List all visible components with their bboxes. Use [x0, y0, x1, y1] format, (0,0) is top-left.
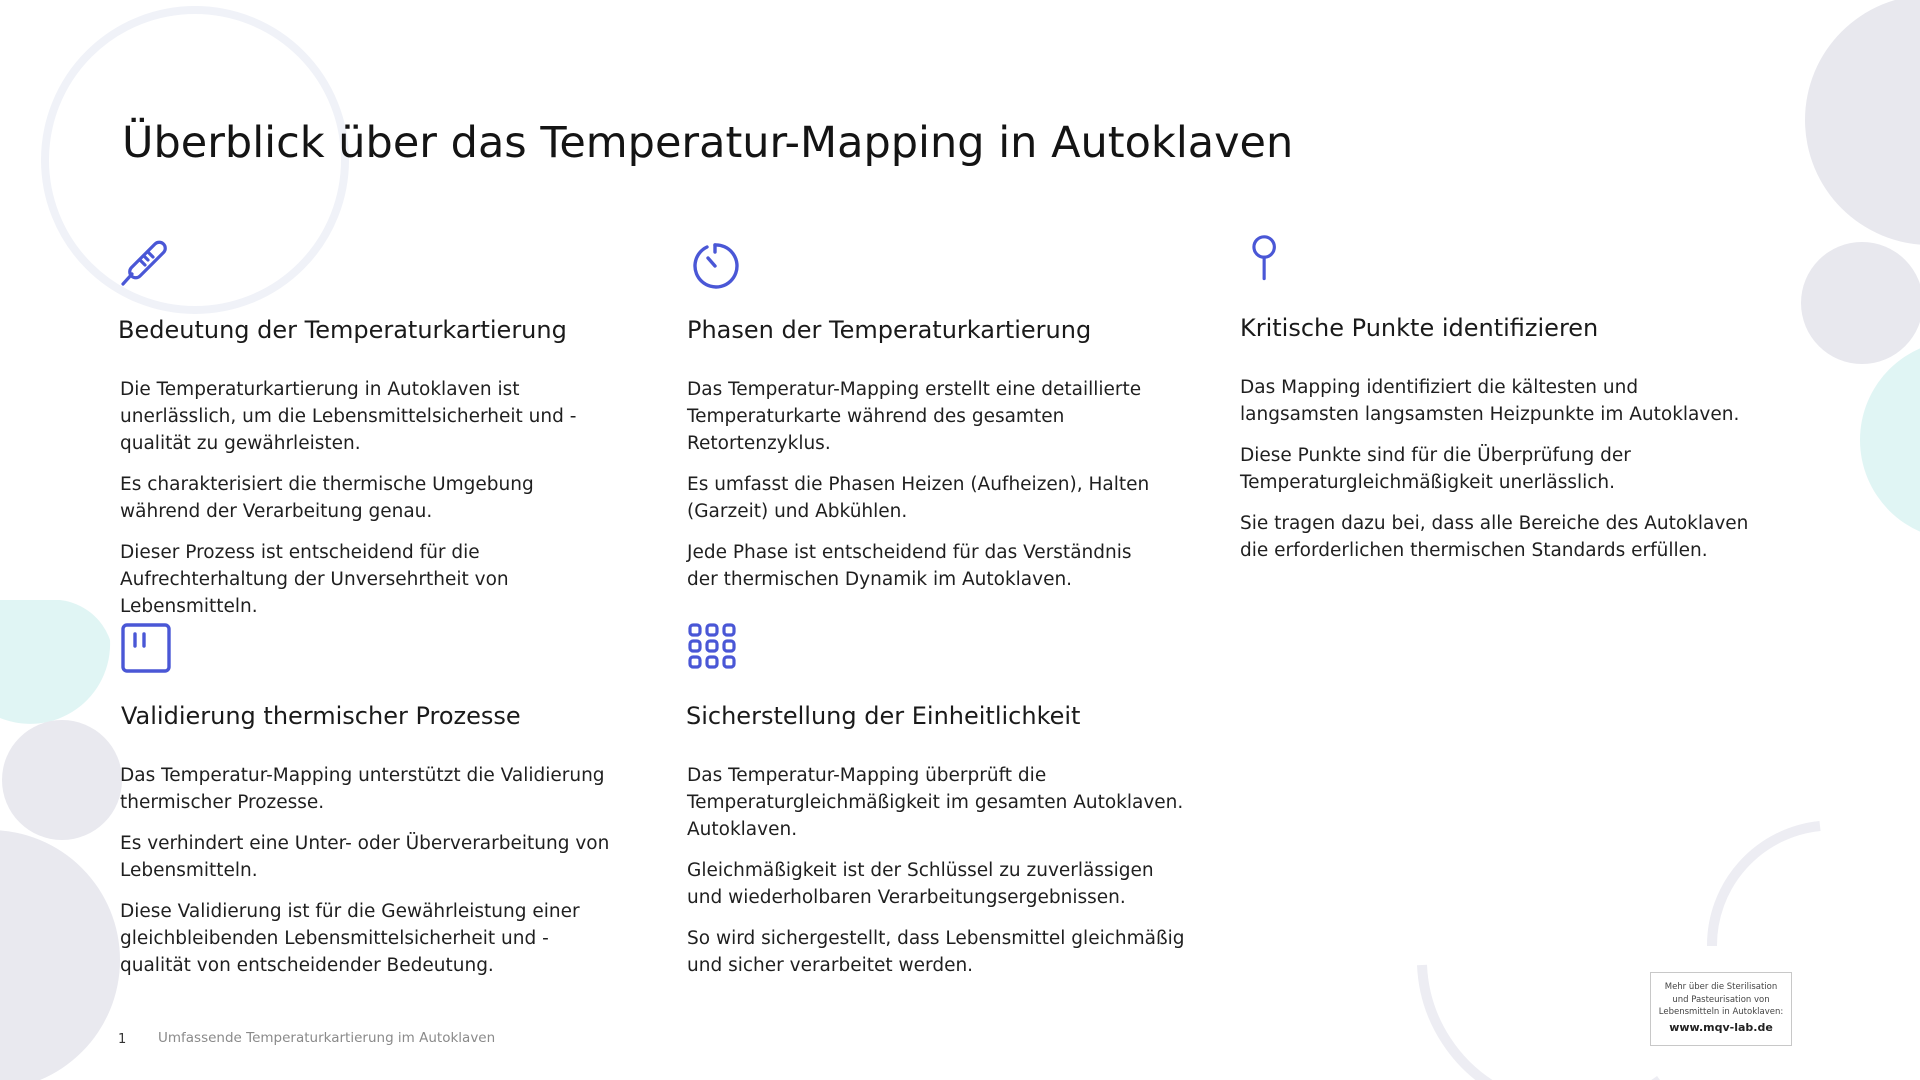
section-paragraph: So wird sichergestellt, dass Lebensmittel gleichmäßig und sicher verarbeitet werden. — [687, 928, 1185, 976]
section-paragraph: Diese Validierung ist für die Gewährleistung einer gleichbleibenden Lebensmittelsicherheit und -qualität von entscheidender Bedeutung. — [120, 901, 580, 976]
badge-line: Lebensmitteln in Autoklaven: — [1658, 1007, 1784, 1017]
board-icon — [120, 622, 176, 678]
section-heading: Sicherstellung der Einheitlichkeit — [686, 702, 1081, 730]
section-paragraph: Gleichmäßigkeit ist der Schlüssel zu zuverlässigen und wiederholbaren Verarbeitungsergebnissen. — [687, 860, 1154, 908]
timer-icon — [687, 238, 743, 294]
section-heading: Kritische Punkte identifizieren — [1240, 314, 1599, 342]
section-heading: Validierung thermischer Prozesse — [121, 702, 521, 730]
footer-text: Umfassende Temperaturkartierung im Autoklaven — [158, 1030, 496, 1046]
section-paragraph: Dieser Prozess ist entscheidend für die Aufrechterhaltung der Unversehrtheit von Lebensmitteln. — [120, 542, 509, 617]
section-paragraph: Das Mapping identifiziert die kältesten und langsamsten langsamsten Heizpunkte im Autoklaven. — [1240, 377, 1740, 425]
badge-line: und Pasteurisation von — [1672, 994, 1770, 1005]
section-paragraph: Das Temperatur-Mapping unterstützt die Validierung thermischer Prozesse. — [120, 765, 605, 813]
section-paragraph: Das Temperatur-Mapping erstellt eine detaillierte Temperaturkarte während des gesamten Retortenzyklus. — [687, 379, 1142, 454]
map-pin-icon — [1240, 234, 1292, 286]
section-paragraph: Es charakterisiert die thermische Umgebung während der Verarbeitung genau. — [120, 474, 534, 522]
page-number: 1 — [118, 1032, 127, 1047]
section-paragraph: Die Temperaturkartierung in Autoklaven ist unerlässlich, um die Lebensmittelsicherheit und -qualität zu gewährleisten. — [120, 379, 577, 454]
website-badge[interactable] — [1650, 972, 1792, 1046]
page-title: Überblick über das Temperatur-Mapping in Autoklaven — [122, 118, 1294, 168]
grid-icon — [687, 622, 743, 678]
section-paragraph: Jede Phase ist entscheidend für das Verständnis der thermischen Dynamik im Autoklaven. — [687, 542, 1132, 590]
section-heading: Bedeutung der Temperaturkartierung — [118, 316, 567, 344]
section-paragraph: Diese Punkte sind für die Überprüfung der Temperaturgleichmäßigkeit unerlässlich. — [1240, 445, 1631, 493]
section-paragraph: Das Temperatur-Mapping überprüft die Temperaturgleichmäßigkeit im gesamten Autoklaven. Autoklaven. — [687, 765, 1184, 840]
badge-url[interactable]: www.mqv-lab.de — [1669, 1020, 1773, 1034]
section-paragraph: Es umfasst die Phasen Heizen (Aufheizen), Halten (Garzeit) und Abkühlen. — [687, 474, 1150, 522]
section-paragraph: Es verhindert eine Unter- oder Überverarbeitung von Lebensmitteln. — [120, 833, 610, 881]
badge-line: Mehr über die Sterilisation — [1664, 982, 1778, 992]
thermometer-icon — [120, 238, 176, 294]
section-heading: Phasen der Temperaturkartierung — [687, 316, 1092, 344]
section-paragraph: Sie tragen dazu bei, dass alle Bereiche des Autoklaven die erforderlichen thermischen Standards erfüllen. — [1240, 513, 1749, 561]
